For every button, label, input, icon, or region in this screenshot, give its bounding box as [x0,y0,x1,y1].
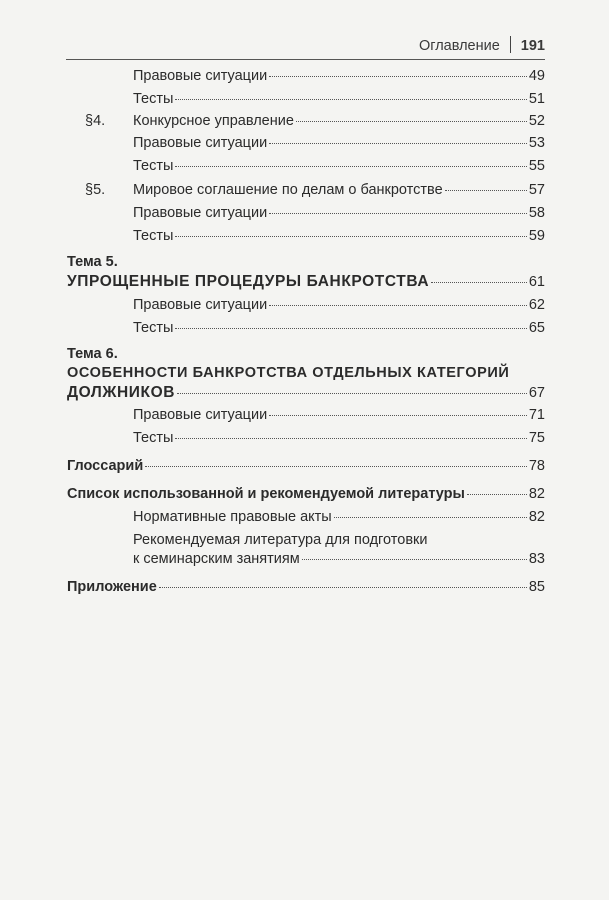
leader-dots [296,121,527,122]
toc-entry[interactable] [133,89,545,109]
section-number: §4. [85,113,106,129]
toc-entry-label: Тесты [133,158,174,174]
topic-title: ДОЛЖНИКОВ [67,384,176,401]
leader-dots [269,143,527,144]
toc-entry[interactable] [133,405,545,425]
leader-dots [175,438,526,439]
toc-entry-page: 51 [528,91,545,107]
topic-title-line-1: ОСОБЕННОСТИ БАНКРОТСТВА ОТДЕЛЬНЫХ КАТЕГОРИЙ [67,365,510,381]
toc-entry-page: 52 [528,113,545,129]
toc-entry-label: Тесты [133,91,174,107]
toc-entry-label: Правовые ситуации [133,407,268,423]
leader-dots [175,166,526,167]
leader-dots [269,305,527,306]
leader-dots [269,76,527,77]
toc-entry-page: 55 [528,158,545,174]
leader-dots [445,190,527,191]
toc-topic[interactable] [67,383,545,403]
toc-entry-page: 57 [528,182,545,198]
toc-entry-label: Конкурсное управление [133,113,294,129]
leader-dots [177,393,527,394]
toc-entry[interactable] [133,428,545,448]
toc-entry-page: 78 [528,458,545,474]
toc-entry-label: Тесты [133,228,174,244]
toc-entry-page: 71 [528,407,545,423]
toc-entry-page: 75 [528,430,545,446]
toc-entry[interactable] [133,66,545,86]
toc-section[interactable] [85,111,545,131]
header-rule [66,59,545,60]
toc-entry-label: Глоссарий [67,458,144,474]
toc-entry-label: Приложение [67,579,157,595]
toc-entry-label: Правовые ситуации [133,205,268,221]
leader-dots [175,328,526,329]
toc-entry-page: 53 [528,135,545,151]
toc-entry-page: 83 [528,551,545,567]
topic-title: УПРОЩЕННЫЕ ПРОЦЕДУРЫ БАНКРОТСТВА [67,273,430,290]
toc-entry-page: 82 [528,486,545,502]
toc-entry-page: 59 [528,228,545,244]
leader-dots [159,587,527,588]
header-divider [510,36,511,53]
running-header [0,36,545,54]
leader-dots [467,494,527,495]
toc-appendix[interactable] [67,577,545,597]
toc-entry[interactable] [133,156,545,176]
topic-6-heading: Тема 6. [67,346,118,362]
toc-entry-label: Правовые ситуации [133,297,268,313]
toc-entry-page: 65 [528,320,545,336]
header-title: Оглавление [418,38,500,54]
leader-dots [269,415,527,416]
leader-dots [302,559,527,560]
toc-entry[interactable] [133,203,545,223]
leader-dots [334,517,527,518]
toc-entry-label: Тесты [133,430,174,446]
toc-entry-page: 49 [528,68,545,84]
toc-entry-label: Список использованной и рекомендуемой литературы [67,486,465,502]
toc-entry-label: Мировое соглашение по делам о банкротстве [133,182,443,198]
leader-dots [175,236,526,237]
toc-entry-page: 62 [528,297,545,313]
toc-topic[interactable] [67,272,545,292]
toc-entry-page: 61 [528,274,545,290]
toc-entry-page: 58 [528,205,545,221]
toc-entry-page: 82 [528,509,545,525]
topic-5-heading: Тема 5. [67,254,118,270]
toc-entry-page: 85 [528,579,545,595]
toc-entry-label: Тесты [133,320,174,336]
leader-dots [175,99,526,100]
toc-entry-label: Правовые ситуации [133,135,268,151]
toc-entry-label-line-1: Рекомендуемая литература для подготовки [133,532,428,548]
leader-dots [431,282,527,283]
toc-entry[interactable] [133,226,545,246]
toc-entry[interactable] [133,295,545,315]
header-page-number: 191 [520,38,545,54]
toc-entry-page: 67 [528,385,545,401]
toc-entry[interactable] [133,133,545,153]
toc-entry-label: Правовые ситуации [133,68,268,84]
toc-entry[interactable] [133,507,545,527]
toc-entry[interactable] [133,549,545,569]
toc-glossary[interactable] [67,456,545,476]
toc-section[interactable] [85,180,545,200]
toc-literature[interactable] [67,484,545,504]
toc-entry[interactable] [133,318,545,338]
toc-entry-label: Нормативные правовые акты [133,509,332,525]
toc-entry-label: к семинарским занятиям [133,551,300,567]
section-number: §5. [85,182,106,198]
leader-dots [269,213,527,214]
leader-dots [145,466,527,467]
